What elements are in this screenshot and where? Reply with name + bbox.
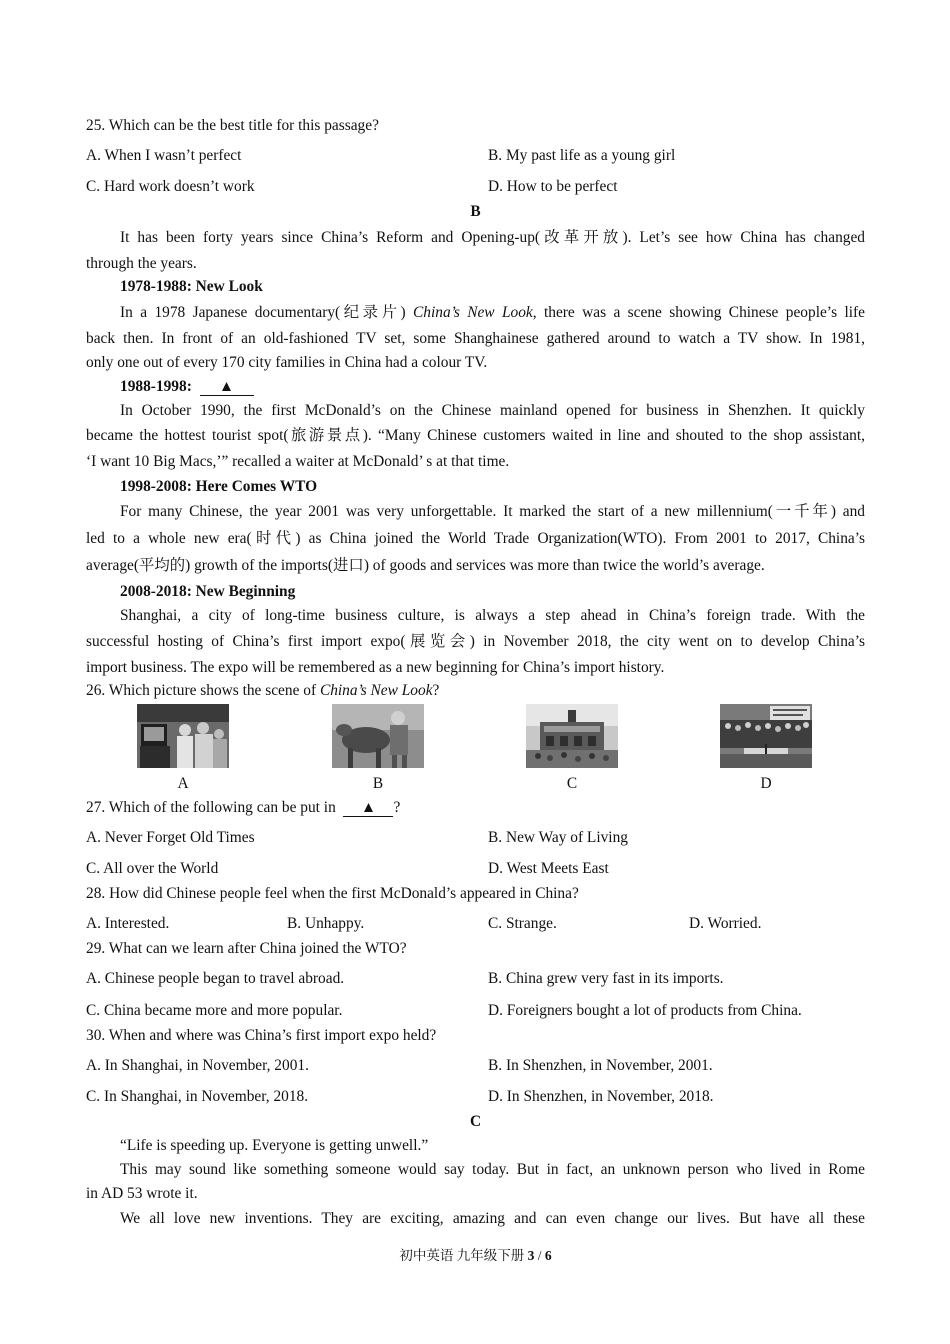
q27-option-c: C. All over the World [86, 860, 219, 877]
heading-1998-2008: 1998-2008: Here Comes WTO [120, 478, 318, 495]
para2-line1: In October 1990, the first McDonald’s on the Chinese mainland opened for business in Shenzhen. It quickly [120, 402, 865, 419]
q27-option-a: A. Never Forget Old Times [86, 829, 255, 846]
q28-option-a: A. Interested. [86, 915, 170, 932]
heading-blank-triangle: ▲ [200, 379, 254, 396]
q29-option-a: A. Chinese people began to travel abroad. [86, 970, 345, 987]
footer-page-total: 6 [544, 1248, 552, 1263]
picture-label-b: B [372, 775, 384, 792]
q29-option-b: B. China grew very fast in its imports. [488, 970, 724, 987]
q25-option-b: B. My past life as a young girl [488, 147, 676, 164]
picture-label-a: A [177, 775, 189, 792]
q26-stem-a: 26. Which picture shows the scene of [86, 682, 320, 699]
para1-line1 [120, 303, 865, 323]
q28-option-d: D. Worried. [689, 915, 762, 932]
picture-b-farmer-scene [332, 704, 424, 768]
para3-line2: led to a whole new era(时代) as China joined the World Trade Organization(WTO). From 2001 to 2017, China’s [86, 530, 865, 547]
section-c-para2-line1: This may sound like something someone would say today. But in fact, an unknown person who lived in Rome [120, 1161, 865, 1178]
footer-separator: / [534, 1248, 545, 1263]
para4-line3: import business. The expo will be remembered as a new beginning for China’s import history. [86, 659, 665, 676]
q28-stem: 28. How did Chinese people feel when the first McDonald’s appeared in China? [86, 885, 579, 902]
q30-option-a: A. In Shanghai, in November, 2001. [86, 1057, 309, 1074]
para1-line2: back then. In front of an old-fashioned TV set, some Shanghainese gathered around to watch a TV show. In 1981, [86, 330, 865, 347]
section-b-intro-line2: through the years. [86, 255, 197, 272]
q27-stem [86, 798, 400, 818]
section-b-intro-line1: It has been forty years since China’s Reform and Opening-up(改革开放). Let’s see how China has changed [120, 229, 865, 246]
q27-option-d: D. West Meets East [488, 860, 609, 877]
q29-stem: 29. What can we learn after China joined the WTO? [86, 940, 407, 957]
para3-line1: For many Chinese, the year 2001 was very unforgettable. It marked the start of a new millennium(一千年) and [120, 503, 865, 520]
q27-stem-a: 27. Which of the following can be put in [86, 799, 340, 816]
q30-stem: 30. When and where was China’s first import expo held? [86, 1027, 437, 1044]
section-c-para2-line2: in AD 53 wrote it. [86, 1185, 198, 1202]
q30-option-d: D. In Shenzhen, in November, 2018. [488, 1088, 714, 1105]
para1-line1-a: In a 1978 Japanese documentary(纪录片) [120, 304, 414, 321]
section-c-para1: “Life is speeding up. Everyone is getting unwell.” [120, 1137, 429, 1154]
para3-line3: average(平均的) growth of the imports(进口) of goods and services was more than twice the world’s average. [86, 557, 765, 574]
q25-option-d: D. How to be perfect [488, 178, 618, 195]
q29-option-c: C. China became more and more popular. [86, 1002, 343, 1019]
picture-a-tv-scene [137, 704, 229, 768]
heading-1988-1998 [120, 377, 254, 397]
heading-1988-1998-label: 1988-1998: [120, 378, 192, 395]
q26-stem [86, 681, 439, 701]
q27-blank-triangle: ▲ [343, 800, 393, 817]
q25-stem: 25. Which can be the best title for this passage? [86, 117, 379, 134]
picture-c-building-scene [526, 704, 618, 768]
q28-option-b: B. Unhappy. [287, 915, 365, 932]
q27-option-b: B. New Way of Living [488, 829, 628, 846]
para4-line2: successful hosting of China’s first import expo(展览会) in November 2018, the city went on to develop China’s [86, 633, 865, 650]
para2-line3: ‘I want 10 Big Macs,’” recalled a waiter at McDonald’ s at that time. [86, 453, 510, 470]
heading-1978-1988: 1978-1988: New Look [120, 278, 263, 295]
footer-page-number: 3 [527, 1248, 535, 1263]
para1-line3: only one out of every 170 city families in China had a colour TV. [86, 354, 488, 371]
section-c-heading: C [469, 1113, 482, 1130]
picture-d-crowd-scene [720, 704, 812, 768]
heading-2008-2018: 2008-2018: New Beginning [120, 583, 296, 600]
q26-stem-b: ? [432, 682, 440, 699]
section-b-heading: B [470, 203, 481, 220]
page-footer [86, 1246, 865, 1266]
exam-page [86, 0, 865, 1344]
q27-stem-b: ? [393, 799, 401, 816]
q28-option-c: C. Strange. [488, 915, 557, 932]
q25-option-a: A. When I wasn’t perfect [86, 147, 242, 164]
picture-label-c: C [566, 775, 578, 792]
picture-label-d: D [760, 775, 772, 792]
q26-stem-title: China’s New Look [319, 682, 433, 699]
footer-text: 初中英语 九年级下册 [399, 1248, 528, 1263]
q30-option-b: B. In Shenzhen, in November, 2001. [488, 1057, 713, 1074]
para2-line2: became the hottest tourist spot(旅游景点). “Many Chinese customers waited in line and shouted to the shop assistant, [86, 427, 865, 444]
section-c-para3-line1: We all love new inventions. They are exciting, amazing and can even change our lives. But have all these [120, 1210, 865, 1227]
q25-option-c: C. Hard work doesn’t work [86, 178, 255, 195]
para1-line1-b: , there was a scene showing Chinese people’s life [532, 304, 865, 321]
q29-option-d: D. Foreigners bought a lot of products from China. [488, 1002, 802, 1019]
documentary-title: China’s New Look [413, 304, 533, 321]
q30-option-c: C. In Shanghai, in November, 2018. [86, 1088, 309, 1105]
para4-line1: Shanghai, a city of long-time business culture, is always a step ahead in China’s foreign trade. With the [120, 607, 865, 624]
